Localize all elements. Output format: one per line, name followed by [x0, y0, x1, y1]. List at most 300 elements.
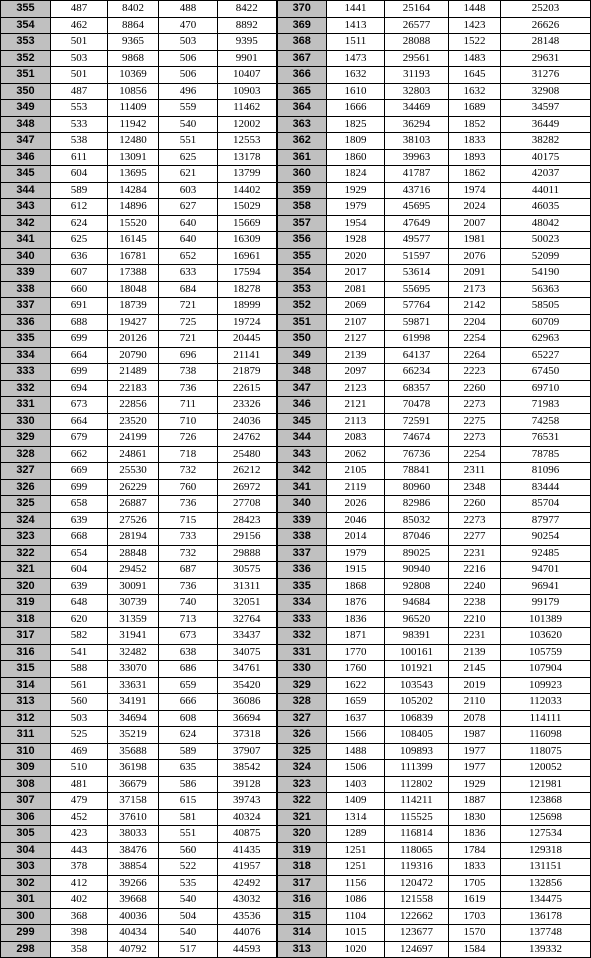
count-cell: 28423 — [218, 512, 277, 529]
count-cell: 81096 — [501, 463, 591, 480]
count-cell: 640 — [159, 232, 218, 249]
count-cell: 1760 — [327, 661, 385, 678]
count-cell: 9365 — [108, 34, 159, 51]
count-cell: 481 — [51, 776, 108, 793]
table-row — [1, 859, 591, 876]
count-cell: 487 — [51, 83, 108, 100]
count-cell: 620 — [51, 611, 108, 628]
score-cell: 327 — [277, 710, 327, 727]
score-cell: 352 — [1, 50, 51, 67]
count-cell: 625 — [159, 149, 218, 166]
count-cell: 658 — [51, 496, 108, 513]
score-cell: 320 — [277, 826, 327, 843]
table-row — [1, 826, 591, 843]
count-cell: 29631 — [501, 50, 591, 67]
count-cell: 14402 — [218, 182, 277, 199]
count-cell: 18048 — [108, 281, 159, 298]
count-cell: 10903 — [218, 83, 277, 100]
count-cell: 732 — [159, 545, 218, 562]
count-cell: 43032 — [218, 892, 277, 909]
count-cell: 90940 — [385, 562, 449, 579]
count-cell: 1824 — [327, 166, 385, 183]
count-cell: 2210 — [449, 611, 501, 628]
count-cell: 2062 — [327, 446, 385, 463]
count-cell: 25480 — [218, 446, 277, 463]
count-cell: 33070 — [108, 661, 159, 678]
count-cell: 1566 — [327, 727, 385, 744]
count-cell: 15669 — [218, 215, 277, 232]
count-cell: 94684 — [385, 595, 449, 612]
table-row — [1, 397, 591, 414]
count-cell: 1689 — [449, 100, 501, 117]
count-cell: 32051 — [218, 595, 277, 612]
count-cell: 24861 — [108, 446, 159, 463]
count-cell: 1413 — [327, 17, 385, 34]
count-cell: 659 — [159, 677, 218, 694]
score-cell: 350 — [277, 331, 327, 348]
score-cell: 326 — [277, 727, 327, 744]
score-cell: 327 — [1, 463, 51, 480]
count-cell: 32908 — [501, 83, 591, 100]
count-cell: 2081 — [327, 281, 385, 298]
score-cell: 323 — [277, 776, 327, 793]
count-cell: 736 — [159, 380, 218, 397]
table-row — [1, 446, 591, 463]
count-cell: 487 — [51, 1, 108, 18]
count-cell: 118075 — [501, 743, 591, 760]
count-cell: 121558 — [385, 892, 449, 909]
score-cell: 341 — [1, 232, 51, 249]
count-cell: 100161 — [385, 644, 449, 661]
count-cell: 74674 — [385, 430, 449, 447]
count-cell: 607 — [51, 265, 108, 282]
count-cell: 16781 — [108, 248, 159, 265]
score-cell: 335 — [277, 578, 327, 595]
count-cell: 760 — [159, 479, 218, 496]
count-cell: 34191 — [108, 694, 159, 711]
count-cell: 378 — [51, 859, 108, 876]
score-cell: 348 — [277, 364, 327, 381]
score-cell: 329 — [277, 677, 327, 694]
count-cell: 1703 — [449, 908, 501, 925]
score-cell: 325 — [1, 496, 51, 513]
table-row — [1, 925, 591, 942]
table-row — [1, 215, 591, 232]
count-cell: 1860 — [327, 149, 385, 166]
count-cell: 2091 — [449, 265, 501, 282]
count-cell: 36679 — [108, 776, 159, 793]
count-cell: 134475 — [501, 892, 591, 909]
count-cell: 1632 — [327, 67, 385, 84]
score-cell: 314 — [277, 925, 327, 942]
count-cell: 2145 — [449, 661, 501, 678]
score-cell: 313 — [277, 941, 327, 958]
count-cell: 1770 — [327, 644, 385, 661]
score-cell: 354 — [1, 17, 51, 34]
count-cell: 11942 — [108, 116, 159, 133]
count-cell: 699 — [51, 331, 108, 348]
table-row — [1, 17, 591, 34]
score-cell: 355 — [1, 1, 51, 18]
count-cell: 635 — [159, 760, 218, 777]
score-cell: 368 — [277, 34, 327, 51]
count-cell: 668 — [51, 529, 108, 546]
count-cell: 76531 — [501, 430, 591, 447]
count-cell: 1632 — [449, 83, 501, 100]
table-row — [1, 331, 591, 348]
count-cell: 9868 — [108, 50, 159, 67]
count-cell: 710 — [159, 413, 218, 430]
table-row — [1, 364, 591, 381]
count-cell: 27526 — [108, 512, 159, 529]
score-cell: 361 — [277, 149, 327, 166]
count-cell: 687 — [159, 562, 218, 579]
table-row — [1, 479, 591, 496]
count-cell: 32803 — [385, 83, 449, 100]
score-cell: 347 — [1, 133, 51, 150]
count-cell: 44593 — [218, 941, 277, 958]
count-cell: 10369 — [108, 67, 159, 84]
score-cell: 352 — [277, 298, 327, 315]
count-cell: 71983 — [501, 397, 591, 414]
count-cell: 2110 — [449, 694, 501, 711]
count-cell: 132856 — [501, 875, 591, 892]
count-cell: 2311 — [449, 463, 501, 480]
count-cell: 36086 — [218, 694, 277, 711]
count-cell: 92808 — [385, 578, 449, 595]
table-row — [1, 611, 591, 628]
count-cell: 38033 — [108, 826, 159, 843]
table-row — [1, 281, 591, 298]
count-cell: 1622 — [327, 677, 385, 694]
count-cell: 83444 — [501, 479, 591, 496]
count-cell: 33631 — [108, 677, 159, 694]
table-row — [1, 347, 591, 364]
count-cell: 114211 — [385, 793, 449, 810]
count-cell: 1784 — [449, 842, 501, 859]
count-cell: 1915 — [327, 562, 385, 579]
count-cell: 560 — [159, 842, 218, 859]
score-cell: 333 — [1, 364, 51, 381]
score-cell: 340 — [277, 496, 327, 513]
count-cell: 16145 — [108, 232, 159, 249]
count-cell: 87977 — [501, 512, 591, 529]
count-cell: 59871 — [385, 314, 449, 331]
score-cell: 329 — [1, 430, 51, 447]
score-cell: 310 — [1, 743, 51, 760]
count-cell: 1833 — [449, 859, 501, 876]
count-cell: 2017 — [327, 265, 385, 282]
count-cell: 559 — [159, 100, 218, 117]
score-cell: 326 — [1, 479, 51, 496]
count-cell: 31276 — [501, 67, 591, 84]
score-cell: 344 — [277, 430, 327, 447]
count-cell: 1619 — [449, 892, 501, 909]
count-cell: 1862 — [449, 166, 501, 183]
count-cell: 496 — [159, 83, 218, 100]
count-cell: 588 — [51, 661, 108, 678]
score-cell: 346 — [277, 397, 327, 414]
score-cell: 312 — [1, 710, 51, 727]
table-row — [1, 314, 591, 331]
count-cell: 1104 — [327, 908, 385, 925]
count-cell: 470 — [159, 17, 218, 34]
count-cell: 738 — [159, 364, 218, 381]
count-cell: 402 — [51, 892, 108, 909]
score-cell: 344 — [1, 182, 51, 199]
count-cell: 25530 — [108, 463, 159, 480]
score-cell: 315 — [277, 908, 327, 925]
count-cell: 40792 — [108, 941, 159, 958]
count-cell: 19427 — [108, 314, 159, 331]
table-row — [1, 83, 591, 100]
count-cell: 1825 — [327, 116, 385, 133]
count-cell: 16309 — [218, 232, 277, 249]
count-cell: 633 — [159, 265, 218, 282]
count-cell: 90254 — [501, 529, 591, 546]
count-cell: 42492 — [218, 875, 277, 892]
count-cell: 2260 — [449, 380, 501, 397]
score-cell: 321 — [277, 809, 327, 826]
score-cell: 353 — [277, 281, 327, 298]
count-cell: 13695 — [108, 166, 159, 183]
score-cell: 323 — [1, 529, 51, 546]
count-cell: 721 — [159, 298, 218, 315]
score-cell: 343 — [277, 446, 327, 463]
score-cell: 364 — [277, 100, 327, 117]
count-cell: 2260 — [449, 496, 501, 513]
count-cell: 13178 — [218, 149, 277, 166]
count-cell: 12553 — [218, 133, 277, 150]
count-cell: 30739 — [108, 595, 159, 612]
count-cell: 1506 — [327, 760, 385, 777]
score-cell: 353 — [1, 34, 51, 51]
count-cell: 123677 — [385, 925, 449, 942]
count-cell: 39128 — [218, 776, 277, 793]
score-cell: 324 — [277, 760, 327, 777]
score-cell: 324 — [1, 512, 51, 529]
count-cell: 1893 — [449, 149, 501, 166]
score-cell: 347 — [277, 380, 327, 397]
count-cell: 47649 — [385, 215, 449, 232]
count-cell: 462 — [51, 17, 108, 34]
count-cell: 1833 — [449, 133, 501, 150]
count-cell: 68357 — [385, 380, 449, 397]
count-cell: 105202 — [385, 694, 449, 711]
count-cell: 107904 — [501, 661, 591, 678]
count-cell: 80960 — [385, 479, 449, 496]
score-cell: 331 — [277, 644, 327, 661]
count-cell: 713 — [159, 611, 218, 628]
count-cell: 32482 — [108, 644, 159, 661]
count-cell: 39963 — [385, 149, 449, 166]
count-cell: 1610 — [327, 83, 385, 100]
count-cell: 46035 — [501, 199, 591, 216]
score-cell: 341 — [277, 479, 327, 496]
count-cell: 1251 — [327, 842, 385, 859]
count-cell: 2127 — [327, 331, 385, 348]
table-row — [1, 595, 591, 612]
count-cell: 136178 — [501, 908, 591, 925]
table-row — [1, 182, 591, 199]
count-cell: 2254 — [449, 331, 501, 348]
count-cell: 85032 — [385, 512, 449, 529]
count-cell: 99179 — [501, 595, 591, 612]
count-cell: 1086 — [327, 892, 385, 909]
count-cell: 112033 — [501, 694, 591, 711]
table-row — [1, 116, 591, 133]
count-cell: 106839 — [385, 710, 449, 727]
count-cell: 2139 — [449, 644, 501, 661]
count-cell: 398 — [51, 925, 108, 942]
count-cell: 29156 — [218, 529, 277, 546]
count-cell: 1871 — [327, 628, 385, 645]
count-cell: 540 — [159, 892, 218, 909]
count-cell: 109923 — [501, 677, 591, 694]
score-cell: 350 — [1, 83, 51, 100]
count-cell: 41957 — [218, 859, 277, 876]
count-cell: 691 — [51, 298, 108, 315]
count-cell: 28088 — [385, 34, 449, 51]
count-cell: 50023 — [501, 232, 591, 249]
score-cell: 318 — [277, 859, 327, 876]
table-row — [1, 380, 591, 397]
count-cell: 625 — [51, 232, 108, 249]
table-row — [1, 677, 591, 694]
count-cell: 1836 — [327, 611, 385, 628]
table-row — [1, 941, 591, 958]
count-cell: 34469 — [385, 100, 449, 117]
count-cell: 17388 — [108, 265, 159, 282]
count-cell: 740 — [159, 595, 218, 612]
count-cell: 31359 — [108, 611, 159, 628]
score-cell: 303 — [1, 859, 51, 876]
score-cell: 307 — [1, 793, 51, 810]
count-cell: 40324 — [218, 809, 277, 826]
count-cell: 64137 — [385, 347, 449, 364]
count-cell: 96520 — [385, 611, 449, 628]
score-cell: 362 — [277, 133, 327, 150]
count-cell: 525 — [51, 727, 108, 744]
score-cell: 301 — [1, 892, 51, 909]
count-cell: 624 — [51, 215, 108, 232]
count-cell: 87046 — [385, 529, 449, 546]
table-row — [1, 727, 591, 744]
count-cell: 76736 — [385, 446, 449, 463]
score-cell: 300 — [1, 908, 51, 925]
count-cell: 23520 — [108, 413, 159, 430]
count-cell: 11409 — [108, 100, 159, 117]
count-cell: 35688 — [108, 743, 159, 760]
count-cell: 652 — [159, 248, 218, 265]
count-cell: 1974 — [449, 182, 501, 199]
table-row — [1, 628, 591, 645]
count-cell: 561 — [51, 677, 108, 694]
count-cell: 1289 — [327, 826, 385, 843]
score-cell: 359 — [277, 182, 327, 199]
count-cell: 78841 — [385, 463, 449, 480]
count-cell: 24762 — [218, 430, 277, 447]
score-cell: 370 — [277, 1, 327, 18]
count-cell: 1441 — [327, 1, 385, 18]
count-cell: 679 — [51, 430, 108, 447]
count-cell: 648 — [51, 595, 108, 612]
count-cell: 1977 — [449, 743, 501, 760]
count-cell: 139332 — [501, 941, 591, 958]
count-cell: 36294 — [385, 116, 449, 133]
count-cell: 510 — [51, 760, 108, 777]
count-cell: 43536 — [218, 908, 277, 925]
count-cell: 70478 — [385, 397, 449, 414]
count-cell: 114111 — [501, 710, 591, 727]
score-cell: 363 — [277, 116, 327, 133]
count-cell: 718 — [159, 446, 218, 463]
count-cell: 368 — [51, 908, 108, 925]
count-cell: 533 — [51, 116, 108, 133]
score-cell: 339 — [277, 512, 327, 529]
count-cell: 1876 — [327, 595, 385, 612]
count-cell: 604 — [51, 166, 108, 183]
count-cell: 54190 — [501, 265, 591, 282]
count-cell: 612 — [51, 199, 108, 216]
count-cell: 36694 — [218, 710, 277, 727]
count-cell: 699 — [51, 364, 108, 381]
score-cell: 358 — [277, 199, 327, 216]
count-cell: 31193 — [385, 67, 449, 84]
count-cell: 9395 — [218, 34, 277, 51]
count-cell: 58505 — [501, 298, 591, 315]
count-cell: 24036 — [218, 413, 277, 430]
count-cell: 503 — [51, 710, 108, 727]
table-row — [1, 793, 591, 810]
count-cell: 686 — [159, 661, 218, 678]
count-cell: 26212 — [218, 463, 277, 480]
score-cell: 340 — [1, 248, 51, 265]
table-row — [1, 149, 591, 166]
score-cell: 325 — [277, 743, 327, 760]
count-cell: 726 — [159, 430, 218, 447]
count-cell: 18739 — [108, 298, 159, 315]
count-cell: 10856 — [108, 83, 159, 100]
count-cell: 98391 — [385, 628, 449, 645]
count-cell: 26626 — [501, 17, 591, 34]
count-cell: 2139 — [327, 347, 385, 364]
count-cell: 1979 — [327, 545, 385, 562]
count-cell: 2113 — [327, 413, 385, 430]
count-cell: 40175 — [501, 149, 591, 166]
count-cell: 123868 — [501, 793, 591, 810]
count-cell: 29452 — [108, 562, 159, 579]
count-cell: 25203 — [501, 1, 591, 18]
table-row — [1, 100, 591, 117]
table-row — [1, 694, 591, 711]
count-cell: 551 — [159, 133, 218, 150]
score-cell: 331 — [1, 397, 51, 414]
count-cell: 115525 — [385, 809, 449, 826]
count-cell: 25164 — [385, 1, 449, 18]
table-row — [1, 496, 591, 513]
count-cell: 2275 — [449, 413, 501, 430]
count-cell: 2046 — [327, 512, 385, 529]
count-cell: 452 — [51, 809, 108, 826]
count-cell: 38854 — [108, 859, 159, 876]
score-cell: 343 — [1, 199, 51, 216]
count-cell: 21879 — [218, 364, 277, 381]
count-cell: 103543 — [385, 677, 449, 694]
count-cell: 2069 — [327, 298, 385, 315]
count-cell: 56363 — [501, 281, 591, 298]
count-cell: 103620 — [501, 628, 591, 645]
